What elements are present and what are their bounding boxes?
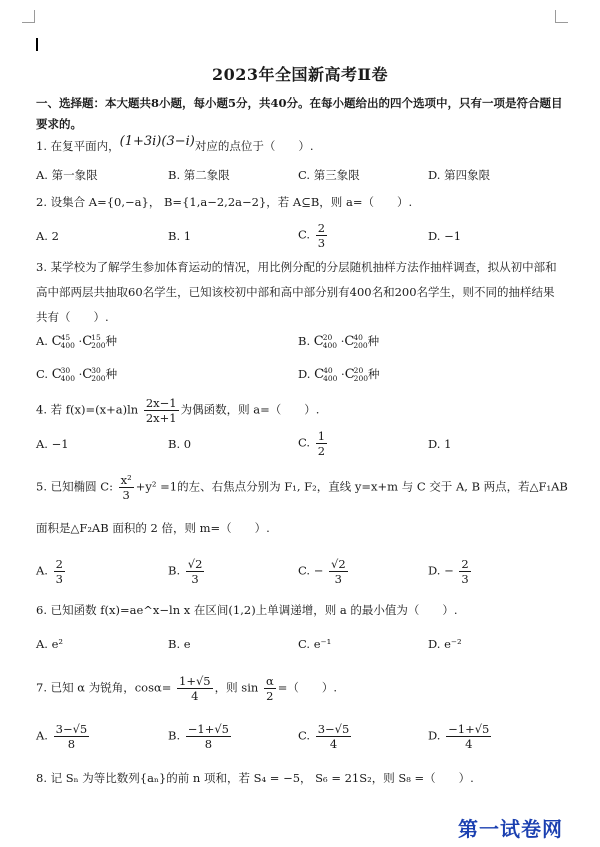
comb-top: 45 <box>60 333 71 342</box>
q5-suffix: +y² =1的左、右焦点分别为 F₁, F₂，直线 y=x+m 与 C 交于 A, B 两点，若△F₁AB <box>135 479 568 494</box>
comb-top: 15 <box>91 333 101 342</box>
q7-option-c-label: C. <box>298 728 311 743</box>
q3-option-d-unit: 种 <box>368 367 380 381</box>
comb-bottom: 200 <box>91 374 106 383</box>
q6-option-d: D. e⁻² <box>428 637 462 651</box>
comb-bottom: 200 <box>353 341 368 350</box>
q7-option-a-label: A. <box>36 728 48 743</box>
q4-prefix: 4. 若 f(x)=(x+a)ln <box>36 402 139 417</box>
q3-option-b <box>298 333 379 350</box>
fraction-denominator: 3 <box>334 572 342 586</box>
q1-suffix: 对应的点位于（ ）. <box>194 139 314 153</box>
comb-bottom: 200 <box>91 341 106 350</box>
fraction-numerator: 2 <box>461 557 469 571</box>
fraction-denominator: 8 <box>67 737 76 751</box>
q5-option-d-label: D. − <box>428 563 454 578</box>
comb-bottom: 400 <box>60 374 75 383</box>
comb-top: 30 <box>91 366 101 375</box>
q3-option-d-expression: C40 400 ·C20 200 <box>314 366 368 383</box>
comb-bottom: 400 <box>60 341 75 350</box>
q1-option-d: D. 第四象限 <box>428 168 491 182</box>
fraction-denominator: 2 <box>317 444 326 458</box>
q5-option-a-label: A. <box>36 563 48 578</box>
q7-option-a-fraction <box>54 722 90 751</box>
q5-option-a <box>36 557 67 586</box>
crop-mark-top-left <box>22 10 35 23</box>
q5-option-b <box>168 557 206 586</box>
fraction-numerator: 1+√5 <box>179 674 211 688</box>
q7-option-d-label: D. <box>428 728 441 743</box>
q7-option-c-fraction <box>316 722 352 751</box>
q7-middle: ，则 sin <box>214 680 259 695</box>
text-cursor <box>36 38 38 51</box>
comb-top: 30 <box>60 366 71 375</box>
fraction-numerator: 2 <box>317 221 326 235</box>
q7-option-b-label: B. <box>168 728 181 743</box>
question-4 <box>36 396 319 425</box>
q5-option-c-fraction <box>329 557 348 586</box>
fraction-numerator: 3−√5 <box>317 722 350 736</box>
comb-top: 20 <box>322 333 333 342</box>
q3-option-d <box>298 366 380 383</box>
question-5-line-2: 面积是△F₂AB 面积的 2 倍，则 m=（ ）. <box>36 521 270 535</box>
q7-option-b-fraction <box>186 722 231 751</box>
fraction-denominator: 3 <box>191 572 199 586</box>
q7-option-c <box>298 722 353 751</box>
q5-option-b-fraction <box>186 557 205 586</box>
q4-option-d: D. 1 <box>428 437 452 451</box>
fraction-numerator: x² <box>120 473 132 487</box>
q5-option-a-fraction <box>54 557 65 586</box>
comb-bottom: 200 <box>353 374 368 383</box>
question-3: 3. 某学校为了解学生参加体育运动的情况，用比例分配的分层随机抽样方法作抽样调查，拟从初中部和高中部两层共抽取60名学生，已知该校初中部和高中部分别有400名和200名学生，则不同的抽样结果共有（ ）. <box>36 260 557 324</box>
q5-option-d <box>428 557 473 586</box>
question-6: 6. 已知函数 f(x)=ae^x−ln x 在区间(1,2)上单调递增，则 a 的最小值为（ ）. <box>36 603 458 617</box>
comb-top: 40 <box>353 333 363 342</box>
q3-option-d-label: D. <box>298 367 311 381</box>
q7-option-d-fraction <box>446 722 491 751</box>
watermark-logo: 第一试卷网 <box>458 817 563 841</box>
fraction-denominator: 8 <box>204 737 213 751</box>
fraction-numerator: −1+√5 <box>448 722 490 736</box>
question-7 <box>36 674 337 703</box>
q4-fraction <box>144 396 179 425</box>
q6-option-a: A. e² <box>36 637 64 651</box>
q3-option-c-unit: 种 <box>105 367 118 381</box>
q7-cos-fraction <box>177 674 213 703</box>
q4-option-c <box>298 429 329 458</box>
fraction-denominator: 2x+1 <box>145 411 177 425</box>
fraction-denominator: 3 <box>461 572 469 586</box>
q1-option-c: C. 第三象限 <box>298 168 360 182</box>
q4-suffix: 为偶函数，则 a=（ ）. <box>180 402 320 417</box>
q3-option-b-label: B. <box>298 334 311 348</box>
fraction-denominator: 4 <box>329 737 338 751</box>
comb-bottom: 400 <box>323 374 338 383</box>
crop-mark-top-right <box>555 10 568 23</box>
fraction-numerator: −1+√5 <box>187 722 229 736</box>
q2-option-a: A. 2 <box>36 229 59 243</box>
q2-option-c <box>298 221 329 250</box>
fraction-denominator: 2 <box>266 689 274 703</box>
q5-option-c-label: C. − <box>298 563 324 578</box>
fraction-numerator: α <box>265 674 274 688</box>
fraction-numerator: 2 <box>55 557 63 571</box>
fraction-denominator: 4 <box>465 737 473 751</box>
comb-top: 20 <box>353 366 364 375</box>
q1-expression: (1+3i)(3−i) <box>119 134 195 149</box>
q7-option-d <box>428 722 493 751</box>
q3-option-c <box>36 366 117 383</box>
q7-prefix: 7. 已知 α 为锐角，cosα= <box>36 680 172 695</box>
fraction-denominator: 3 <box>122 488 130 502</box>
q3-option-a <box>36 333 117 350</box>
q1-option-b: B. 第二象限 <box>168 168 230 182</box>
q3-option-c-expression: C30 400 ·C30 200 <box>51 366 106 383</box>
question-1 <box>36 134 314 154</box>
q6-option-c: C. e⁻¹ <box>298 637 332 651</box>
q4-option-a: A. −1 <box>36 437 69 451</box>
q2-option-c-label: C. <box>298 227 311 242</box>
q3-option-a-expression: C45 400 ·C15 200 <box>51 333 106 350</box>
comb-bottom: 400 <box>322 341 338 350</box>
q3-option-a-label: A. <box>36 334 48 348</box>
q2-option-d: D. −1 <box>428 229 462 243</box>
question-5-line-1 <box>36 473 568 502</box>
question-8: 8. 记 Sₙ 为等比数列{aₙ}的前 n 项和，若 S₄ = −5， S₆ = 21S₂，则 S₈ =（ ）. <box>36 771 474 785</box>
q5-option-b-label: B. <box>168 563 181 578</box>
fraction-numerator: √2 <box>331 557 346 571</box>
fraction-numerator: √2 <box>187 557 203 571</box>
q4-option-c-label: C. <box>298 435 311 450</box>
q4-option-c-fraction <box>316 429 327 458</box>
q3-option-c-label: C. <box>36 367 49 381</box>
q7-suffix: =（ ）. <box>277 680 338 695</box>
fraction-denominator: 4 <box>191 689 199 703</box>
fraction-numerator: 1 <box>317 429 326 443</box>
fraction-numerator: 2x−1 <box>145 396 177 410</box>
fraction-denominator: 3 <box>317 236 326 250</box>
q2-option-b: B. 1 <box>168 229 192 243</box>
q7-half-angle-fraction <box>264 674 276 703</box>
section-heading: 一、选择题：本大题共8小题，每小题5分，共40分。在每小题给出的四个选项中，只有一项是符合题目要求的。 <box>36 96 563 131</box>
q7-option-b <box>168 722 233 751</box>
comb-top: 40 <box>323 366 333 375</box>
q5-option-d-fraction <box>459 557 470 586</box>
fraction-numerator: 3−√5 <box>55 722 88 736</box>
q1-option-a: A. 第一象限 <box>36 168 98 182</box>
q5-ellipse-fraction <box>119 473 134 502</box>
q5-option-c <box>298 557 350 586</box>
q3-option-a-unit: 种 <box>105 334 117 348</box>
q5-prefix: 5. 已知椭圆 C: <box>36 479 113 494</box>
q3-option-b-unit: 种 <box>367 334 380 348</box>
q7-option-a <box>36 722 91 751</box>
q2-option-c-fraction <box>316 221 327 250</box>
exam-title: 2023年全国新高考Ⅱ卷 <box>211 65 389 84</box>
fraction-denominator: 3 <box>55 572 63 586</box>
question-2: 2. 设集合 A={0,−a}， B={1,a−2,2a−2}，若 A⊆B，则 a=（ ）. <box>36 195 413 209</box>
q1-prefix: 1. 在复平面内， <box>36 139 120 153</box>
q4-option-b: B. 0 <box>168 437 192 451</box>
q3-option-b-expression: C20 400 ·C40 200 <box>313 333 368 350</box>
q6-option-b: B. e <box>168 637 191 651</box>
